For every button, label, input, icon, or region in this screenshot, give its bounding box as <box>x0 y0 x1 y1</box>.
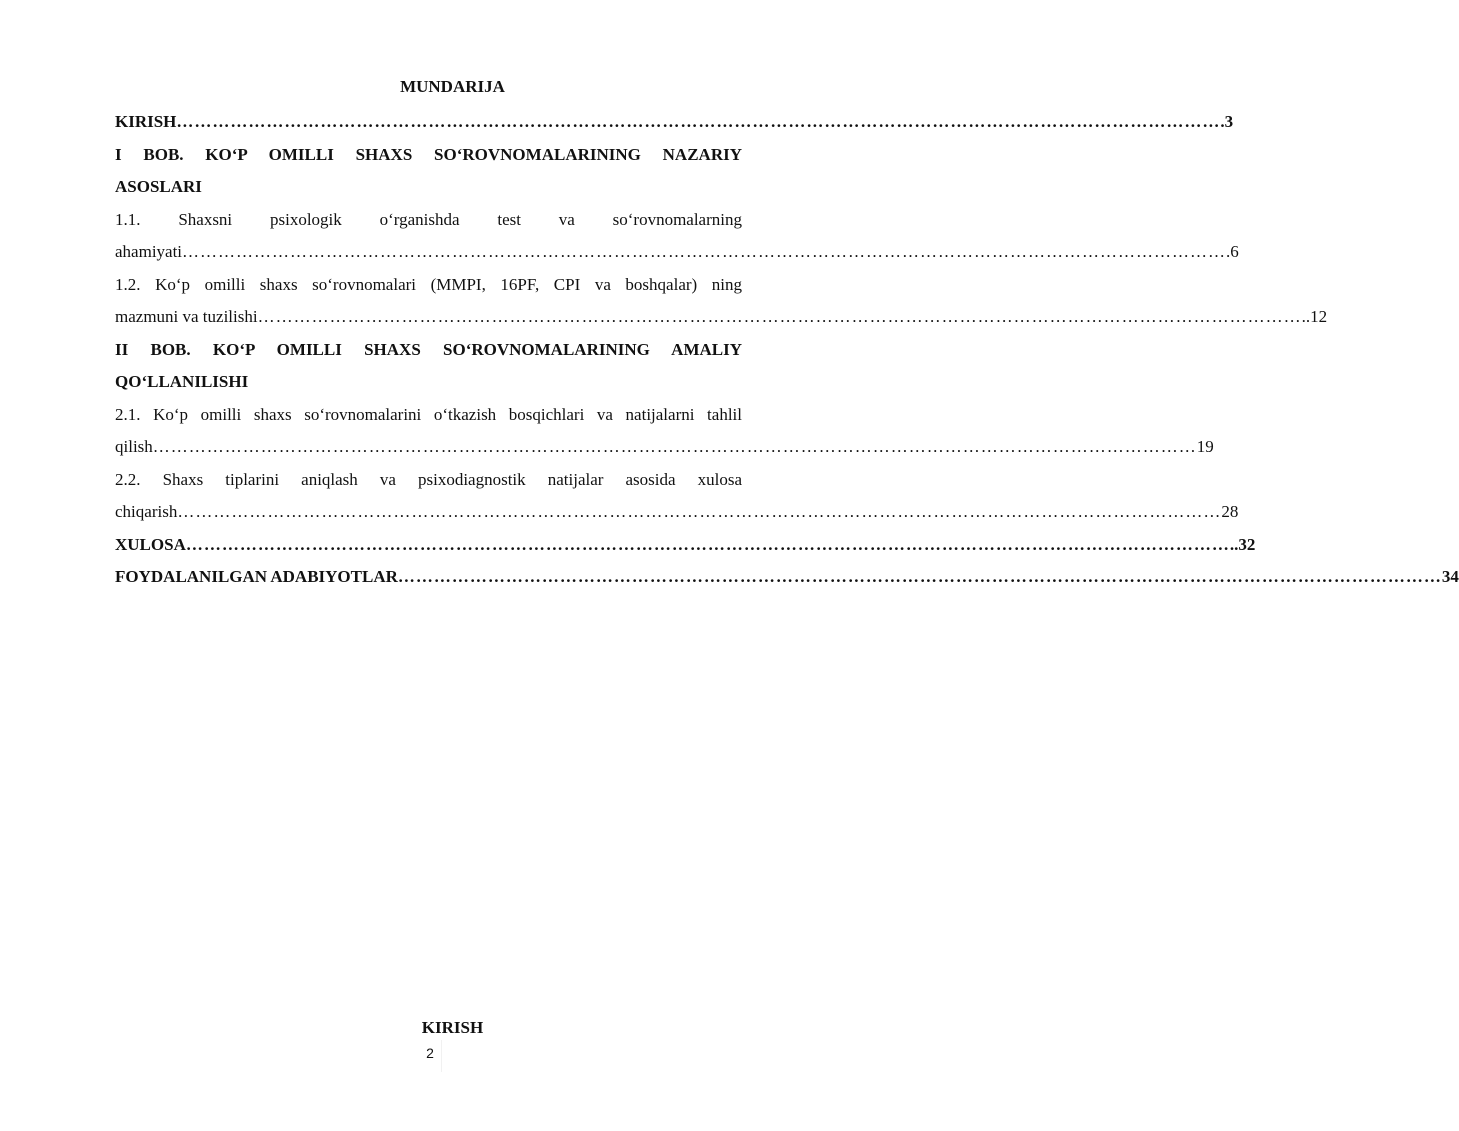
toc-entry-label: XULOSA <box>115 534 186 554</box>
toc-page-number: .3 <box>1220 112 1234 131</box>
dot-leader: ………………………………………………………………………………………………………………………………………………………… <box>176 112 1221 131</box>
next-section-heading: KIRISH <box>421 1018 484 1037</box>
toc-entry-label-continued: qilish <box>115 437 153 456</box>
toc-entry-label: 1.2. Ko‘p omilli shaxs so‘rovnomalari (MMPI, 16PF, CPI va boshqalar) ning <box>115 274 742 294</box>
toc-page-number: .6 <box>1226 242 1239 261</box>
page-number: 2 <box>426 1045 434 1061</box>
dot-leader: ………………………………………………………………………………………………………………………………………………………… <box>182 242 1227 261</box>
dot-leader: ………………………………………………………………………………………………………………………………………………………… <box>397 567 1442 586</box>
toc-entry-label-continued: ahamiyati <box>115 242 183 261</box>
toc-entry-chapter-2[interactable] <box>115 334 742 399</box>
table-of-contents <box>115 106 1459 594</box>
toc-entry-label: KIRISH <box>115 112 177 131</box>
toc-title: MUNDARIJA <box>400 77 505 96</box>
toc-entry-label: 2.1. Ko‘p omilli shaxs so‘rovnomalarini o‘tkazish bosqichlari va natijalarni tahlil <box>115 404 742 424</box>
toc-entry-label-continued: QO‘LLANILISHI <box>115 372 249 391</box>
toc-page-number: 19 <box>1196 437 1214 456</box>
toc-entry-label-continued: ASOSLARI <box>115 177 202 196</box>
dot-leader: ………………………………………………………………………………………………………………………………………………………… <box>152 437 1197 456</box>
dot-leader: ………………………………………………………………………………………………………………………………………………………… <box>185 534 1230 554</box>
toc-entry-label: I BOB. KO‘P OMILLI SHAXS SO‘ROVNOMALARINING NAZARIY <box>115 144 742 164</box>
toc-entry-kirish[interactable] <box>115 106 1234 139</box>
dot-leader: ………………………………………………………………………………………………………………………………………………………… <box>177 502 1222 521</box>
toc-entry-section-2-2[interactable] <box>115 464 1239 529</box>
toc-entry-xulosa[interactable] <box>115 529 1256 562</box>
toc-entry-label-continued: chiqarish <box>115 502 178 521</box>
dot-leader: ………………………………………………………………………………………………………………………………………………………… <box>257 307 1302 326</box>
toc-entry-section-2-1[interactable] <box>115 399 1214 464</box>
toc-entry-label-continued: mazmuni va tuzilishi <box>115 307 258 326</box>
toc-page-number: 28 <box>1221 502 1239 521</box>
toc-page-number: 34 <box>1441 567 1459 586</box>
toc-entry-foydalanilgan-adabiyotlar[interactable] <box>115 561 1459 594</box>
toc-page-number: ..12 <box>1301 307 1328 326</box>
toc-entry-section-1-1[interactable] <box>115 204 1239 269</box>
toc-entry-label: 2.2. Shaxs tiplarini aniqlash va psixodiagnostik natijalar asosida xulosa <box>115 469 742 489</box>
toc-entry-label: 1.1. Shaxsni psixologik o‘rganishda test va so‘rovnomalarning <box>115 209 742 229</box>
toc-entry-chapter-1[interactable] <box>115 139 742 204</box>
toc-entry-label: FOYDALANILGAN ADABIYOTLAR <box>115 567 398 586</box>
toc-page-number: ..32 <box>1229 534 1256 554</box>
toc-entry-section-1-2[interactable] <box>115 269 1328 334</box>
toc-entry-label: II BOB. KO‘P OMILLI SHAXS SO‘ROVNOMALARINING AMALIY <box>115 339 742 359</box>
